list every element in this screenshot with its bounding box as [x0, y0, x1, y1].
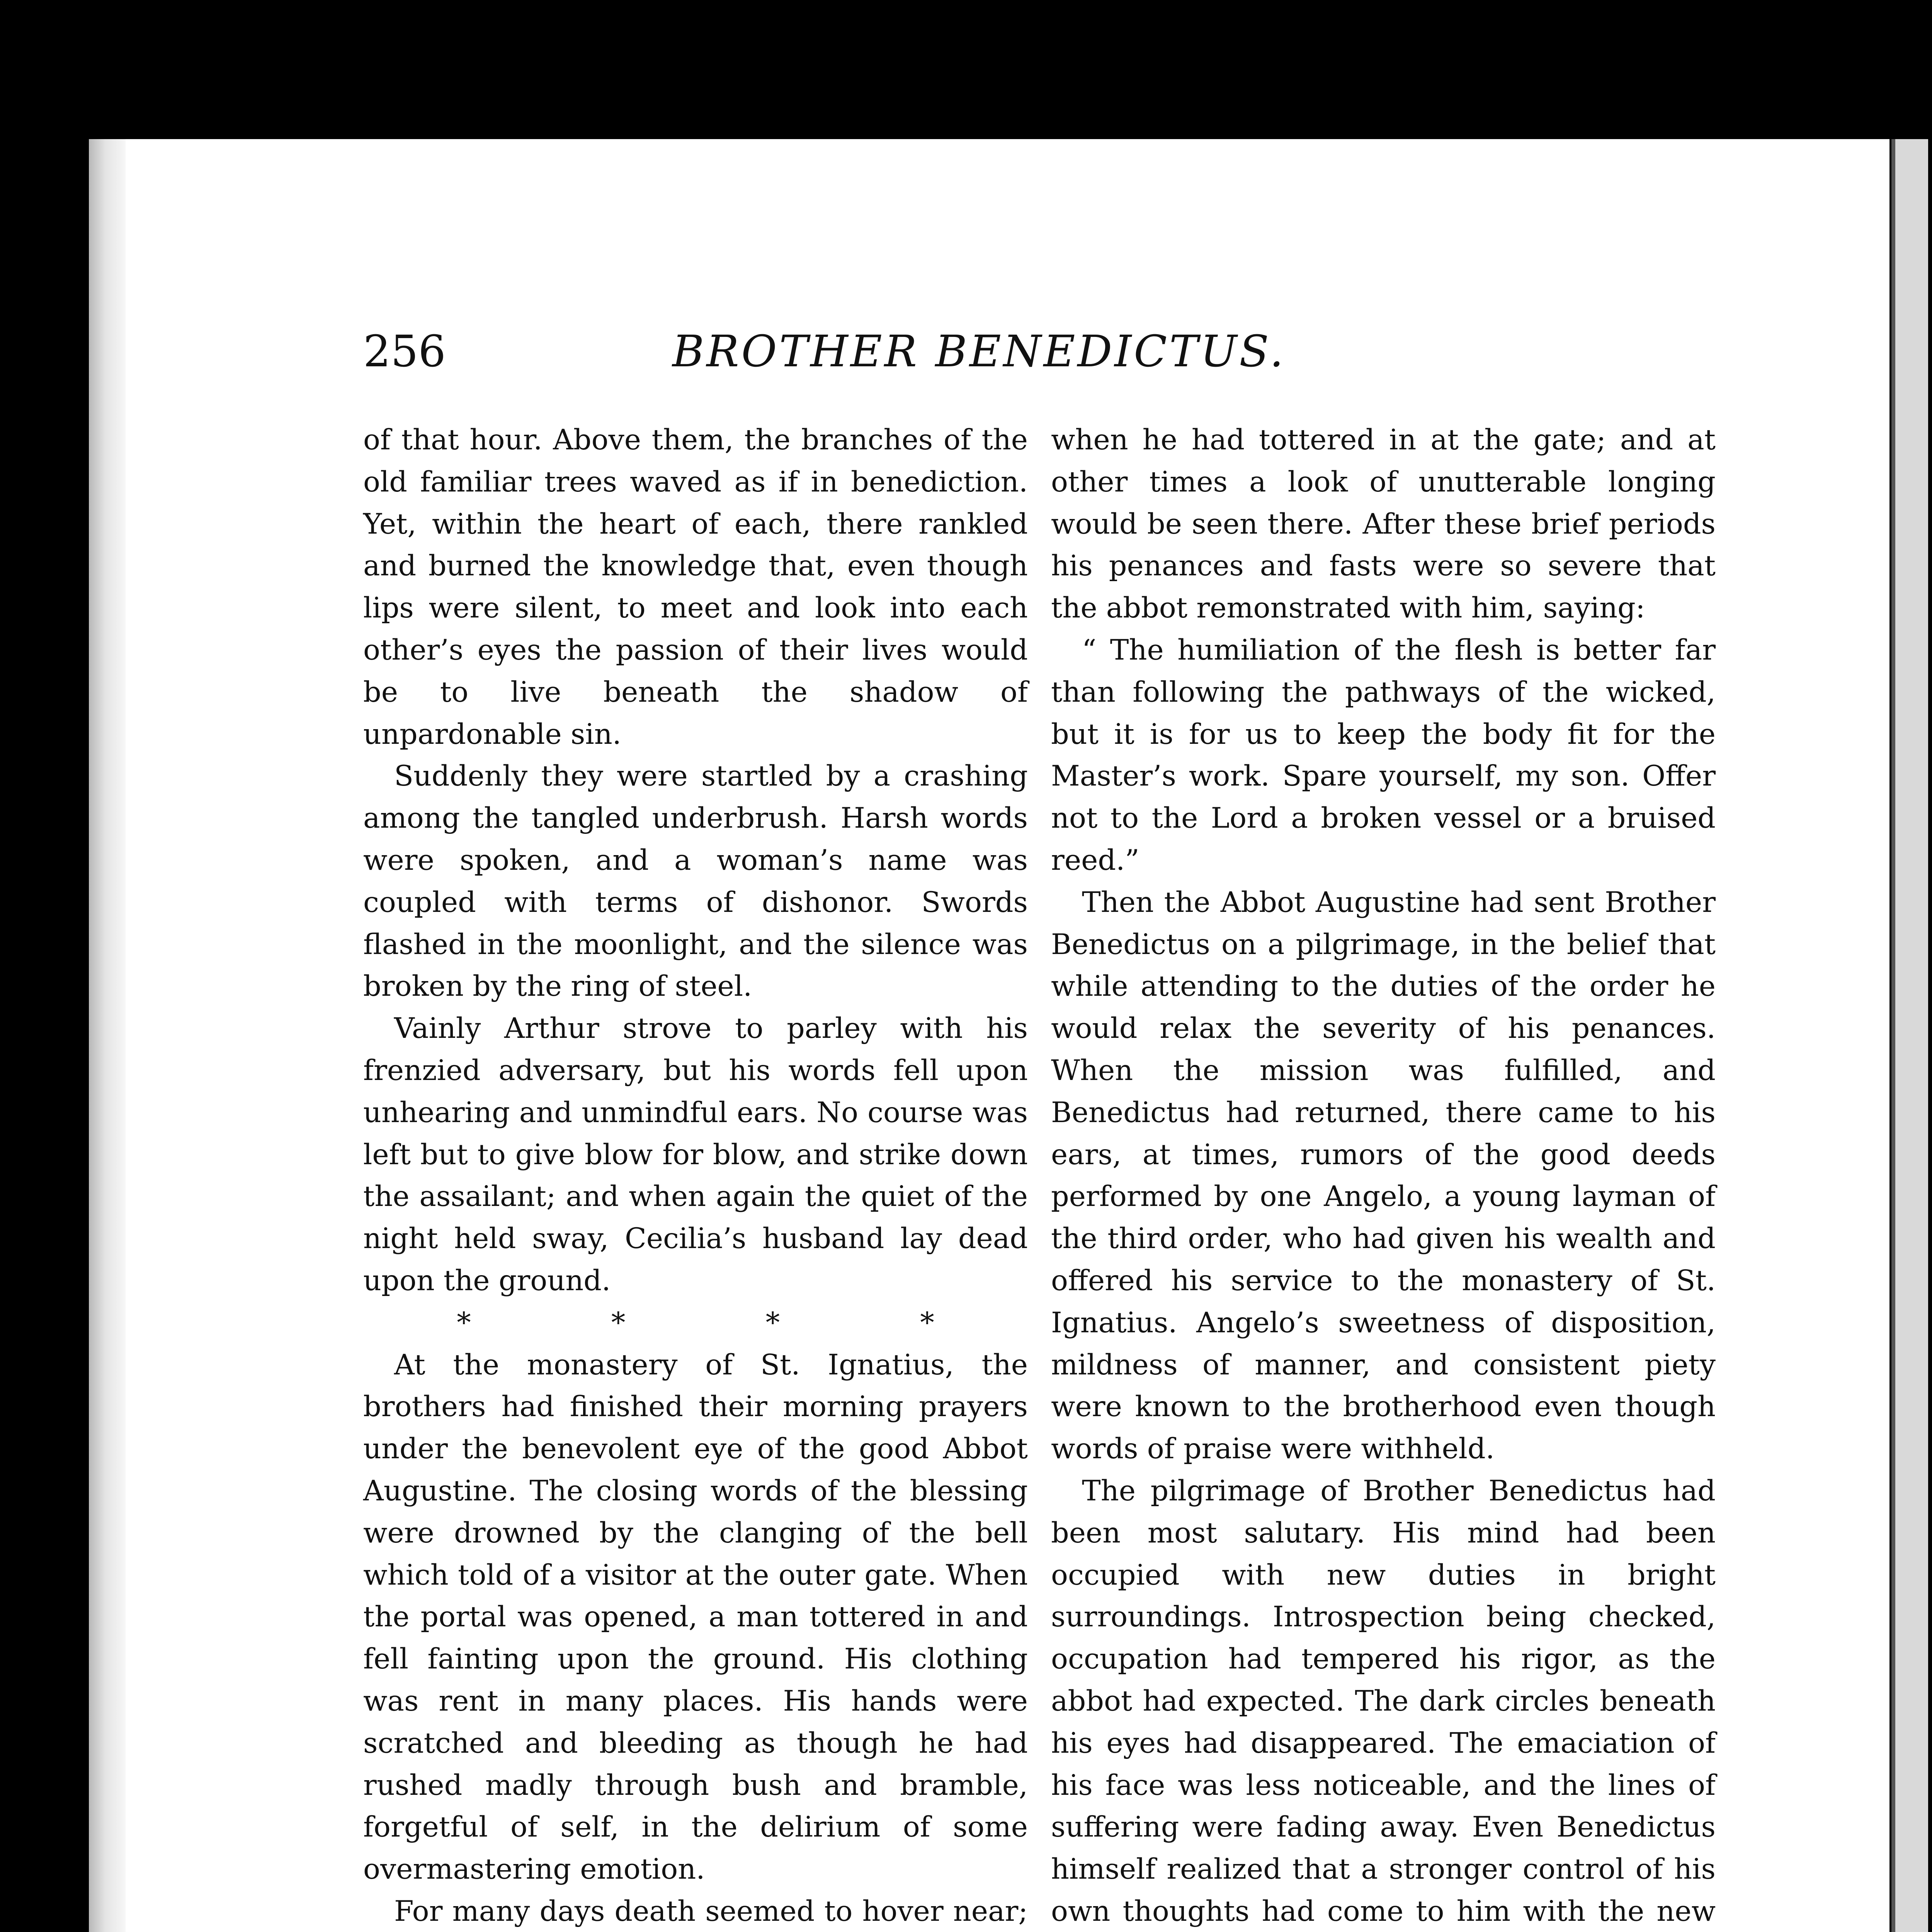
page-header [363, 327, 1716, 377]
paragraph: The pilgrimage of Brother Benedictus had been most salutary. His mind had been occupied with new duties in bright surroundings. Introspection being checked, occupation had tempered his rigor, as the abbot had expected. The dark circles beneath his eyes had disappeared. The emaciation of his face was less noticeable, and the lines of suffering were fading away. Even Benedictus himself realized that a stronger control of his own thoughts had come to him with the new [1051, 1474, 1716, 1928]
next-page-edge [1891, 139, 1928, 1932]
paragraph: Suddenly they were startled by a crashing among the tangled underbrush. Harsh words were spoken, and a woman’s name was coupled with terms of dishonor. Swords flashed in the moonlight, and the silence was broken by the ring of steel. [363, 760, 1028, 1003]
page-number: 256 [363, 327, 446, 377]
right-column [1051, 419, 1716, 1932]
left-column [363, 419, 1028, 1932]
running-title: BROTHER BENEDICTUS. [672, 327, 1286, 377]
paragraph: Then the Abbot Augustine had sent Brother Benedictus on a pilgrimage, in the belief that while attending to the duties of the order he would relax the severity of his penances. When the mission was fulfilled, and Benedictus had returned, there came to his ears, at times, rumors of the good deeds performed by one Angelo, a young layman of the third order, who had given his wealth and offered his service to the monastery of St. Ignatius. Angelo’s sweetness of disposition, mildness of manner, and consistent piety were known to the brotherhood even though words of praise were withheld. [1051, 886, 1716, 1466]
paragraph: when he had tottered in at the gate; and at other times a look of unutterable longing would be seen there. After these brief periods his penances and fasts were so severe that the abbot remonstrated with him, saying: [1051, 423, 1716, 625]
page-gutter-shadow [89, 139, 126, 1932]
paragraph: For many days death seemed to hover near; [394, 1895, 1028, 1928]
paragraph: “ The humiliation of the flesh is better far than following the pathways of the wicked, but it is for us to keep the body fit for the Master’s work. Spare yourself, my son. Offer not to the Lord a broken vessel or a bruised reed.” [1051, 633, 1716, 877]
section-separator: * * * * [457, 1306, 1000, 1339]
paragraph: of that hour. Above them, the branches of the old familiar trees waved as if in benediction. Yet, within the heart of each, there rankled and burned the knowledge that, even though lips were silent, to meet and look into each other’s eyes the passion of their lives would be to live beneath the shadow of unpardonable sin. [363, 423, 1028, 751]
paragraph: At the monastery of St. Ignatius, the brothers had finished their morning prayers under the benevolent eye of the good Abbot Augustine. The closing words of the blessing were drowned by the clanging of the bell which told of a visitor at the outer gate. When the portal was opened, a man tottered in and fell fainting upon the ground. His clothing was rent in many places. His hands were scratched and bleeding as though he had rushed madly through bush and bramble, forgetful of self, in the delirium of some overmastering emotion. [363, 1348, 1028, 1886]
paragraph: Vainly Arthur strove to parley with his frenzied adversary, but his words fell upon unhearing and unmindful ears. No course was left but to give blow for blow, and strike down the assailant; and when again the quiet of the night held sway, Cecilia’s husband lay dead upon the ground. [363, 1012, 1028, 1297]
